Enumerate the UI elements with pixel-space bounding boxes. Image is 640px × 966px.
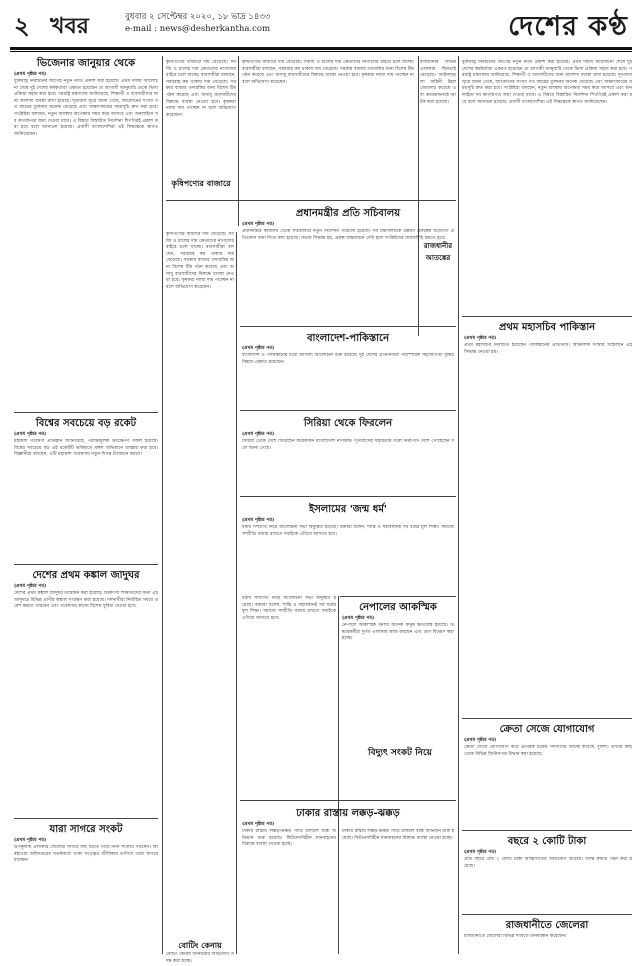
article-body: কৃষিপণ্যের বাজারে দাম বেড়েছে। সবজি ও চালের দাম ক্রেতাদের নাগালের বাইরে চলে যাচ্ছে। ব্যবসায়ীরা বলছেন, সরবরাহ কম থাকায় দাম বেড়েছে। সরকার বাজার তদারকির জন্য বিশেষ টিম গঠন করেছে এবং অসাধু ব্যবসায়ীদের বিরুদ্ধে ব্যবস্থা নেওয়া হবে। কৃষকরা ন্যায্য দাম পাচ্ছেন না বলে অভিযোগ করেছেন।: [166, 60, 236, 118]
divider: [240, 326, 456, 327]
article-body: ক্রেতা সেজে যোগাযোগ করে প্রতারক চক্রের সদস্যদের আটক করেছে পুলিশ। তাদের কাছ থেকে বিভিন্ন জিনিসপত্র উদ্ধার করা হয়েছে।: [464, 745, 632, 757]
divider: [462, 914, 632, 915]
article-body: বোটিং কেনায় অনিয়মের অভিযোগ তদন্ত করা হচ্ছে।: [166, 952, 234, 964]
column-divider: [236, 232, 237, 954]
divider: [462, 316, 632, 317]
headline-skeleton-museum: দেশের প্রথম কঙ্কাল জাদুঘর: [32, 570, 140, 581]
header-rule: [10, 47, 632, 50]
article-body: রাজধানীতে জেলেরা বিভিন্ন দাবিতে মানববন্ধন করেছেন।: [464, 934, 567, 939]
article-body: প্রধানমন্ত্রীর কার্যালয় থেকে সচিবালয়ে নতুন নির্দেশনা পাঠানো হয়েছে। সব মন্ত্রণালয়কে উন্নয়ন প্রকল্পের অগ্রগতি প্রতিবেদন জমা দিতে বলা হয়েছে। সভায় সিদ্ধান্ত হয়, প্রকল্প বাস্তবায়নে দেরি হলে সংশ্লিষ্টদের জবাবদিহি করতে হবে।: [242, 229, 454, 241]
column-divider: [162, 56, 163, 954]
dateline: (প্রথম পৃষ্ঠার পর): [242, 432, 275, 437]
dateline: (প্রথম পৃষ্ঠার পর): [464, 850, 497, 855]
headline-visa: ভিজেনার জানুয়ার থেকে: [36, 58, 136, 69]
article-body: রাজধানীর বিভিন্ন এলাকায় ছিনতাই বেড়েছে। আইনশৃঙ্খলা বাহিনী টহল জোরদার করেছে এবং কয়েকজনকে আটক করা হয়েছে।: [420, 60, 456, 105]
headline-electricity: বিদ্যুৎ সংকট নিয়ে: [350, 745, 450, 760]
section-title: খবর: [50, 14, 89, 39]
headline-sea-crisis: যারা সাগরে সংকট: [49, 824, 123, 835]
dateline: (প্রথম পৃষ্ঠার পর): [242, 822, 275, 827]
headline-nepal: নেপালের আকস্মিক: [359, 602, 437, 613]
headline-bd-pak: বাংলাদেশ-পাকিস্তানে: [306, 333, 390, 344]
date-email-block: [125, 11, 270, 35]
divider: [14, 564, 158, 565]
divider: [240, 800, 456, 801]
headline-agri-market: কৃষিপণ্যের বাজারে: [171, 179, 231, 188]
headline-secretary-general: প্রথম মহাসচিব পাকিস্তান: [498, 322, 596, 333]
divider: [240, 410, 456, 411]
page-header: [10, 6, 632, 46]
dateline: (প্রথম পৃষ্ঠার পর): [14, 838, 47, 843]
dateline: (প্রথম পৃষ্ঠার পর): [242, 346, 275, 351]
article-body: যুক্তরাষ্ট্র নির্বাচনের আগেই নতুন নীতি প্রকাশ করা হয়েছে। প্রথম দফায় আলোচনা শেষে দুই দেশের কর্মকর্তারা একমত হয়েছেন যে আগামী জানুয়ারি থেকে ভিসা প্রক্রিয়া সহজ করা হবে। পররাষ্ট্র মন্ত্রণালয় জানিয়েছে, শিক্ষার্থী ও ব্যবসায়ীদের জন্য আলাদা ব্যবস্থা রাখা হয়েছে। দূতাবাস সূত্রে জানা গেছে, আবেদনের সংখ্যা গত বছরের তুলনায় অনেক বেড়েছে এবং সাক্ষাৎকারের সময়সূচি দ্রুত করা হবে। সংশ্লিষ্টরা বলছেন, নতুন ব্যবস্থায় অপেক্ষার সময় কমে আসবে এবং অনলাইনে সব কাগজপত্র জমা দেওয়া যাবে। এ বিষয়ে বিস্তারিত নির্দেশনা শিগগিরই প্রকাশ করা হবে বলে জানানো হয়েছে। প্রবাসী বাংলাদেশিরা এই সিদ্ধান্তকে স্বাগত জানিয়েছেন।: [14, 79, 158, 137]
article-body: বাংলাদেশ ও পাকিস্তানের মধ্যে বাণিজ্য আলোচনা শুরু হয়েছে। দুই দেশের প্রতিনিধিরা পারস্পরিক সহযোগিতা বৃদ্ধির বিষয়ে একমত হয়েছেন।: [242, 353, 454, 365]
article-body: ধর্মীয় সম্প্রীতি নিয়ে আলোচনা সভা অনুষ্ঠিত হয়েছে। বক্তারা বলেন, শান্তি ও সহাবস্থানই সব ধর্মের মূল শিক্ষা। সমাজে সম্প্রীতি বজায় রাখতে সবাইকে এগিয়ে আসতে হবে।: [242, 596, 336, 621]
article-body: যুক্তরাষ্ট্র নির্বাচনের আগেই নতুন নীতি প্রকাশ করা হয়েছে। প্রথম দফায় আলোচনা শেষে দুই দেশের কর্মকর্তারা একমত হয়েছেন যে আগামী জানুয়ারি থেকে ভিসা প্রক্রিয়া সহজ করা হবে। পররাষ্ট্র মন্ত্রণালয় জানিয়েছে, শিক্ষার্থী ও ব্যবসায়ীদের জন্য আলাদা ব্যবস্থা রাখা হয়েছে। দূতাবাস সূত্রে জানা গেছে, আবেদনের সংখ্যা গত বছরের তুলনায় অনেক বেড়েছে এবং সাক্ষাৎকারের সময়সূচি দ্রুত করা হবে। সংশ্লিষ্টরা বলছেন, নতুন ব্যবস্থায় অপেক্ষার সময় কমে আসবে এবং অনলাইনে সব কাগজপত্র জমা দেওয়া যাবে। এ বিষয়ে বিস্তারিত নির্দেশনা শিগগিরই প্রকাশ করা হবে বলে জানানো হয়েছে। প্রবাসী বাংলাদেশিরা এই সিদ্ধান্তকে স্বাগত জানিয়েছেন।: [462, 60, 632, 105]
article-body: সিরিয়া থেকে দেশে ফিরেছেন কয়েকজন বাংলাদেশি নাগরিক। দূতাবাসের সহায়তায় তারা নিরাপদে দেশে পৌঁছেছেন বলে জানা গেছে।: [242, 439, 454, 451]
masthead-logo: দেশের কণ্ঠ: [508, 11, 628, 42]
headline-dhaka-roads: ঢাকার রাস্তায় লক্কড়-ঝক্কড়: [296, 808, 400, 819]
headline-boating: বোটিং কেনায়: [178, 941, 222, 950]
article-body: দেশের প্রথম কঙ্কাল জাদুঘর উদ্বোধন করা হয়েছে। চিকিৎসা শিক্ষার্থীদের জন্য এই জাদুঘরে বিভিন্ন প্রাণীর কঙ্কাল সংরক্ষণ করা হয়েছে। দর্শনার্থীরা নির্ধারিত সময়ে প্রবেশ করতে পারবেন এবং গবেষণার কাজে বিশেষ সুবিধা দেওয়া হবে।: [14, 591, 158, 610]
divider: [462, 830, 632, 831]
headline-rocket: বিশ্বের সবচেয়ে বড় রকেট: [35, 418, 137, 429]
divider: [462, 718, 632, 719]
dateline: (প্রথম পৃষ্ঠার পর): [464, 336, 497, 341]
divider: [340, 596, 456, 597]
headline-secretariat: প্রধানমন্ত্রীর প্রতি সচিবালয়: [295, 208, 401, 219]
dateline: (প্রথম পৃষ্ঠার পর): [14, 432, 47, 437]
divider: [14, 412, 158, 413]
headline-buyer: ক্রেতা সেজে যোগাযোগ: [499, 724, 595, 735]
article-body: উপকূলীয় এলাকার জেলেরা সাগরে মাছ ধরতে গিয়ে নানা সংকটে পড়ছেন। আবহাওয়া অধিদপ্তরের সতর্কবার্তা থাকা সত্ত্বেও জীবিকার তাগিদে তারা সাগরে যাচ্ছেন।: [14, 845, 158, 864]
dateline: (প্রথম পৃষ্ঠার পর): [14, 72, 47, 77]
issue-date: বুধবার ২ সেপ্টেম্বর ২০২০, ১৮ ভাদ্র ১৪৩৩: [125, 12, 271, 22]
article-body: প্রথম মহাসচিব নির্বাচিত হয়েছেন পাকিস্তানের প্রতিনিধি। আঞ্চলিক সংস্থার সম্মেলনে এই সিদ্ধান্ত নেওয়া হয়।: [464, 343, 632, 355]
headline-fishermen: রাজধানীতে জেলেরা: [505, 920, 589, 931]
divider: [14, 818, 158, 819]
dateline: (প্রথম পৃষ্ঠার পর): [242, 222, 275, 227]
article-body: মহাকাশ গবেষণা প্রতিষ্ঠান জানিয়েছে, পরীক্ষামূলক উৎক্ষেপণ সফল হয়েছে। বিশ্বের সবচেয়ে বড় এই রকেটটি ভবিষ্যতে মঙ্গল অভিযানে ব্যবহার করা হবে। বিজ্ঞানীরা বলছেন, এটি মহাকাশ গবেষণায় নতুন দিগন্ত উন্মোচন করবে।: [14, 439, 158, 458]
header-rule-thin: [10, 51, 632, 52]
dateline: (প্রথম পৃষ্ঠার পর): [242, 518, 275, 523]
headline-syria: সিরিয়া থেকে ফিরলেন: [303, 418, 393, 429]
dateline: (প্রথম পৃষ্ঠার পর): [14, 584, 47, 589]
article-body: কৃষিপণ্যের বাজারে দাম বেড়েছে। সবজি ও চালের দাম ক্রেতাদের নাগালের বাইরে চলে যাচ্ছে। ব্যবসায়ীরা বলছেন, সরবরাহ কম থাকায় দাম বেড়েছে। সরকার বাজার তদারকির জন্য বিশেষ টিম গঠন করেছে এবং অসাধু ব্যবসায়ীদের বিরুদ্ধে ব্যবস্থা নেওয়া হবে। কৃষকরা ন্যায্য দাম পাচ্ছেন না বলে অভিযোগ করেছেন।: [166, 232, 234, 290]
article-body: ধর্মীয় সম্প্রীতি নিয়ে আলোচনা সভা অনুষ্ঠিত হয়েছে। বক্তারা বলেন, শান্তি ও সহাবস্থানই সব ধর্মের মূল শিক্ষা। সমাজে সম্প্রীতি বজায় রাখতে সবাইকে এগিয়ে আসতে হবে।: [242, 525, 454, 537]
divider: [240, 496, 456, 497]
email-address: e-mail : news@desherkantha.com: [125, 24, 271, 34]
article-body: কৃষিপণ্যের বাজারে দাম বেড়েছে। সবজি ও চালের দাম ক্রেতাদের নাগালের বাইরে চলে যাচ্ছে। ব্যবসায়ীরা বলছেন, সরবরাহ কম থাকায় দাম বেড়েছে। সরকার বাজার তদারকির জন্য বিশেষ টিম গঠন করেছে এবং অসাধু ব্যবসায়ীদের বিরুদ্ধে ব্যবস্থা নেওয়া হবে। কৃষকরা ন্যায্য দাম পাচ্ছেন না বলে অভিযোগ করেছেন।: [242, 60, 414, 85]
headline-two-crore: বছরে ২ কোটি টাকা: [507, 836, 587, 847]
column-divider: [458, 56, 459, 954]
headline-islam: ইসলামের 'জন্ম ধর্ম': [309, 504, 387, 515]
page-number: ২: [14, 12, 30, 40]
article-body: প্রতি বছরে প্রায় ২ কোটি টাকা আত্মসাতের অভিযোগ উঠেছে। তদন্ত কমিটি গঠন করা হয়েছে।: [464, 857, 632, 869]
dateline: (প্রথম পৃষ্ঠার পর): [342, 616, 375, 621]
column-divider: [338, 596, 339, 954]
divider: [166, 200, 456, 201]
dateline: (প্রথম পৃষ্ঠার পর): [464, 738, 497, 743]
article-body: ঢাকার রাস্তায় লক্কড়-ঝক্কড় গাড়ি চলাচল বন্ধে অভিযান শুরু হয়েছে। ফিটনেসবিহীন যানবাহনের বিরুদ্ধে ব্যবস্থা নেওয়া হচ্ছে।: [242, 829, 336, 848]
article-body: নেপালে আকস্মিক বন্যায় অনেক মানুষ ক্ষতিগ্রস্ত হয়েছে। উদ্ধারকর্মীরা দুর্গত এলাকায় কাজ করছেন এবং ত্রাণ বিতরণ করা হচ্ছে।: [342, 623, 454, 642]
headline-capital-fear: রাজধানীর আতঙ্কের: [423, 242, 453, 262]
article-body: ঢাকার রাস্তায় লক্কড়-ঝক্কড় গাড়ি চলাচল বন্ধে অভিযান শুরু হয়েছে। ফিটনেসবিহীন যানবাহনের বিরুদ্ধে ব্যবস্থা নেওয়া হচ্ছে।: [342, 829, 454, 841]
